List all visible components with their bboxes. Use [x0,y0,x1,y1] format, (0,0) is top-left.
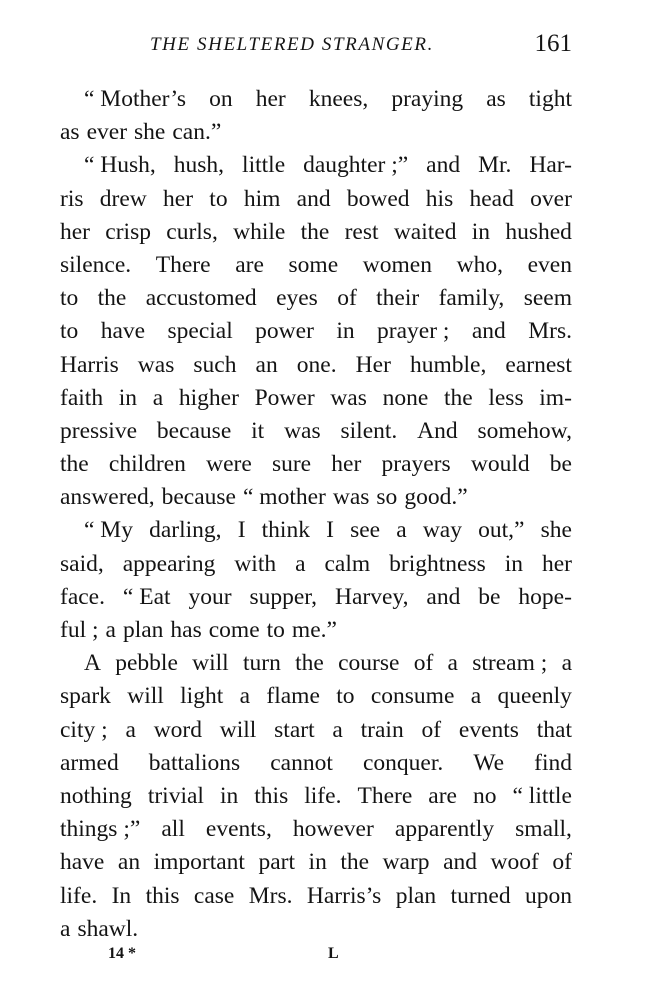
word: rest [344,218,379,245]
word: important [153,849,245,876]
word: this [145,882,180,909]
word: because [156,417,232,444]
word: upon [524,882,572,909]
word: things ;” [60,816,141,843]
word: find [534,749,572,776]
word: in [471,218,491,245]
word: small, [515,816,572,843]
word: all [161,816,185,843]
word: have [100,318,146,345]
word: course [338,650,400,677]
body-text [60,83,572,946]
word: to [209,185,228,212]
word: was [284,417,321,444]
word: a [105,617,116,643]
word: plan [395,882,437,909]
word: on [209,86,233,112]
word: in [504,550,523,577]
word: him [243,185,281,212]
word: are [428,782,457,809]
word: Harris’s [306,882,382,909]
word: a [396,517,407,544]
text-line [60,614,572,647]
signature-mark: 14 * [108,945,136,962]
word: and [426,152,461,179]
word: tight [528,86,572,112]
word: There [155,251,211,278]
word: consume [370,683,455,710]
word: “ My [84,517,133,544]
word: a [295,550,306,577]
word: family, [438,285,505,312]
word: earnest [505,351,572,378]
word: events [458,716,519,743]
word: their [376,285,420,312]
word: prayers [381,451,451,478]
text-line [60,448,572,481]
word: “ mother [242,484,326,511]
word: head [469,185,514,212]
word: drew [99,185,147,212]
word: Her [355,351,391,378]
word: hush, [173,152,225,179]
word: supper, [249,583,318,610]
word: praying [391,86,464,112]
word: of [552,849,572,876]
word: “ Hush, [84,152,156,179]
word: her [255,86,286,112]
word: case [193,882,235,909]
word: even [527,251,572,278]
word: curls, [166,218,218,245]
word: ris [60,185,84,212]
word: im- [539,384,572,411]
word: one. [296,351,337,378]
word: her [541,550,572,577]
word: a [332,716,343,743]
text-line [60,780,572,813]
word: darling, [149,517,222,544]
word: and [296,185,331,212]
word: Harvey, [334,583,409,610]
word: a [470,683,482,710]
text-line [60,680,572,713]
text-line [60,116,572,149]
word: such [193,351,237,378]
word: There [357,782,413,809]
word: I [237,517,246,544]
word: life. [304,782,342,809]
word: said, [60,550,104,577]
word: apparently [394,816,495,843]
word: her [60,218,91,245]
word: however [292,816,374,843]
word: that [536,716,572,743]
word: and [426,583,461,610]
word: and [443,849,478,876]
word: “ Mother’s [84,86,187,112]
word: some [288,251,339,278]
word: a [239,683,251,710]
word: A [84,650,101,677]
word: none [382,384,429,411]
text-line [60,481,572,514]
word: Mrs. [528,318,572,345]
word: because [161,484,236,511]
word: answered, [60,484,155,511]
word: be [549,451,572,478]
word: We [473,749,505,776]
word: stream ; [472,650,548,677]
word: cannot [270,749,333,776]
text-line [60,747,572,780]
word: to [266,617,285,643]
word: sure [271,451,312,478]
word: think [261,517,310,544]
word: calm [324,550,371,577]
word: “ little [512,782,572,809]
text-line [60,83,572,116]
word: flame [266,683,320,710]
word: the [300,218,330,245]
word: will [219,716,257,743]
word: Har- [529,152,572,179]
word: way [422,517,462,544]
word: nothing [60,782,132,809]
word: battalions [148,749,241,776]
word: over [530,185,572,212]
word: the [443,384,473,411]
text-line [60,282,572,315]
word: accustomed [145,285,257,312]
text-line [60,216,572,249]
word: conquer. [362,749,444,776]
word: silent. [340,417,398,444]
text-line [60,415,572,448]
text-line [60,249,572,282]
gathering-letter: L [328,945,339,962]
word: no [472,782,497,809]
word: of [413,650,434,677]
word: to [60,285,79,312]
text-line [60,315,572,348]
word: will [192,650,229,677]
word: children [108,451,186,478]
word: higher [178,384,239,411]
word: faith [60,384,104,411]
word: your [188,583,232,610]
word: power [255,318,314,345]
word: are [235,251,264,278]
word: in [336,318,355,345]
word: so [376,484,398,511]
word: to [336,683,355,710]
text-line [60,813,572,846]
word: this [254,782,289,809]
word: seem [523,285,572,312]
word: little [242,152,286,179]
word: warp [382,849,430,876]
word: life. [60,882,98,909]
word: events, [205,816,272,843]
text-line [60,647,572,680]
word: who, [456,251,503,278]
word: the [295,650,324,677]
word: turned [450,882,511,909]
word: a [60,915,71,942]
word: the [97,285,127,312]
word: bowed [346,185,410,212]
word: it [251,417,265,444]
word: spark [60,683,111,710]
word: Harris [60,351,119,378]
word: see [350,517,381,544]
word: were [206,451,252,478]
word: “ Eat [122,583,171,610]
word: prayer ; [377,318,450,345]
text-line [60,846,572,879]
word: shawl. [77,915,139,942]
word: less [488,384,524,411]
word: waited [393,218,457,245]
word: ever [86,119,128,146]
word: to [60,318,79,345]
word: have [60,849,105,876]
text-line [60,581,572,614]
word: in [308,849,327,876]
running-title: THE SHELTERED STRANGER. [150,34,434,55]
word: word [153,716,202,743]
word: brightness [389,550,486,577]
word: good.” [404,484,468,511]
word: as [60,119,80,146]
word: she [540,517,572,544]
word: knees, [308,86,369,112]
word: was [137,351,175,378]
word: silence. [60,251,132,278]
word: plan [122,617,164,643]
word: a [447,650,458,677]
word: light [180,683,224,710]
word: eyes [276,285,318,312]
word: was [332,484,370,511]
text-line [60,714,572,747]
word: Mrs. [248,882,293,909]
word: Mr. [478,152,512,179]
text-line [60,548,572,581]
word: woof [490,849,539,876]
word: special [167,318,233,345]
word: In [111,882,132,909]
word: out,” [478,517,525,544]
word: turn [242,650,281,677]
word: his [425,185,454,212]
word: hushed [505,218,572,245]
text-line [60,149,572,182]
word: a [561,650,572,677]
word: her [163,185,194,212]
word: she [134,119,166,146]
word: city ; [60,716,108,743]
word: trivial [147,782,204,809]
word: in [219,782,239,809]
word: in [118,384,138,411]
word: hope- [518,583,572,610]
word: will [127,683,164,710]
word: women [362,251,432,278]
word: would [470,451,530,478]
word: the [60,451,89,478]
word: face. [60,583,105,610]
word: with [234,550,277,577]
word: an [255,351,278,378]
word: has [170,617,202,643]
text-line [60,514,572,547]
word: her [331,451,362,478]
word: as [486,86,506,112]
word: Power [254,384,315,411]
text-line [60,382,572,415]
page-footer [60,945,572,969]
text-line [60,913,572,946]
word: humble, [409,351,487,378]
word: of [421,716,442,743]
word: come [208,617,260,643]
word: while [233,218,286,245]
word: an [117,849,141,876]
word: somehow, [477,417,572,444]
word: I [326,517,334,544]
word: the [340,849,370,876]
word: start [274,716,315,743]
word: pebble [115,650,178,677]
word: daughter ;” [303,152,409,179]
word: appearing [122,550,216,577]
word: pressive [60,417,138,444]
word: can.” [172,119,222,146]
word: be [478,583,501,610]
word: And [417,417,458,444]
word: of [337,285,357,312]
text-line [60,349,572,382]
word: armed [60,749,119,776]
word: crisp [105,218,151,245]
word: train [360,716,404,743]
word: a [152,384,164,411]
text-line [60,183,572,216]
page-number: 161 [534,30,572,57]
word: part [258,849,296,876]
word: me.” [291,617,337,643]
word: was [330,384,367,411]
word: queenly [497,683,572,710]
word: ful ; [60,617,99,643]
word: and [471,318,506,345]
word: a [125,716,136,743]
text-line [60,880,572,913]
running-header [120,30,572,62]
